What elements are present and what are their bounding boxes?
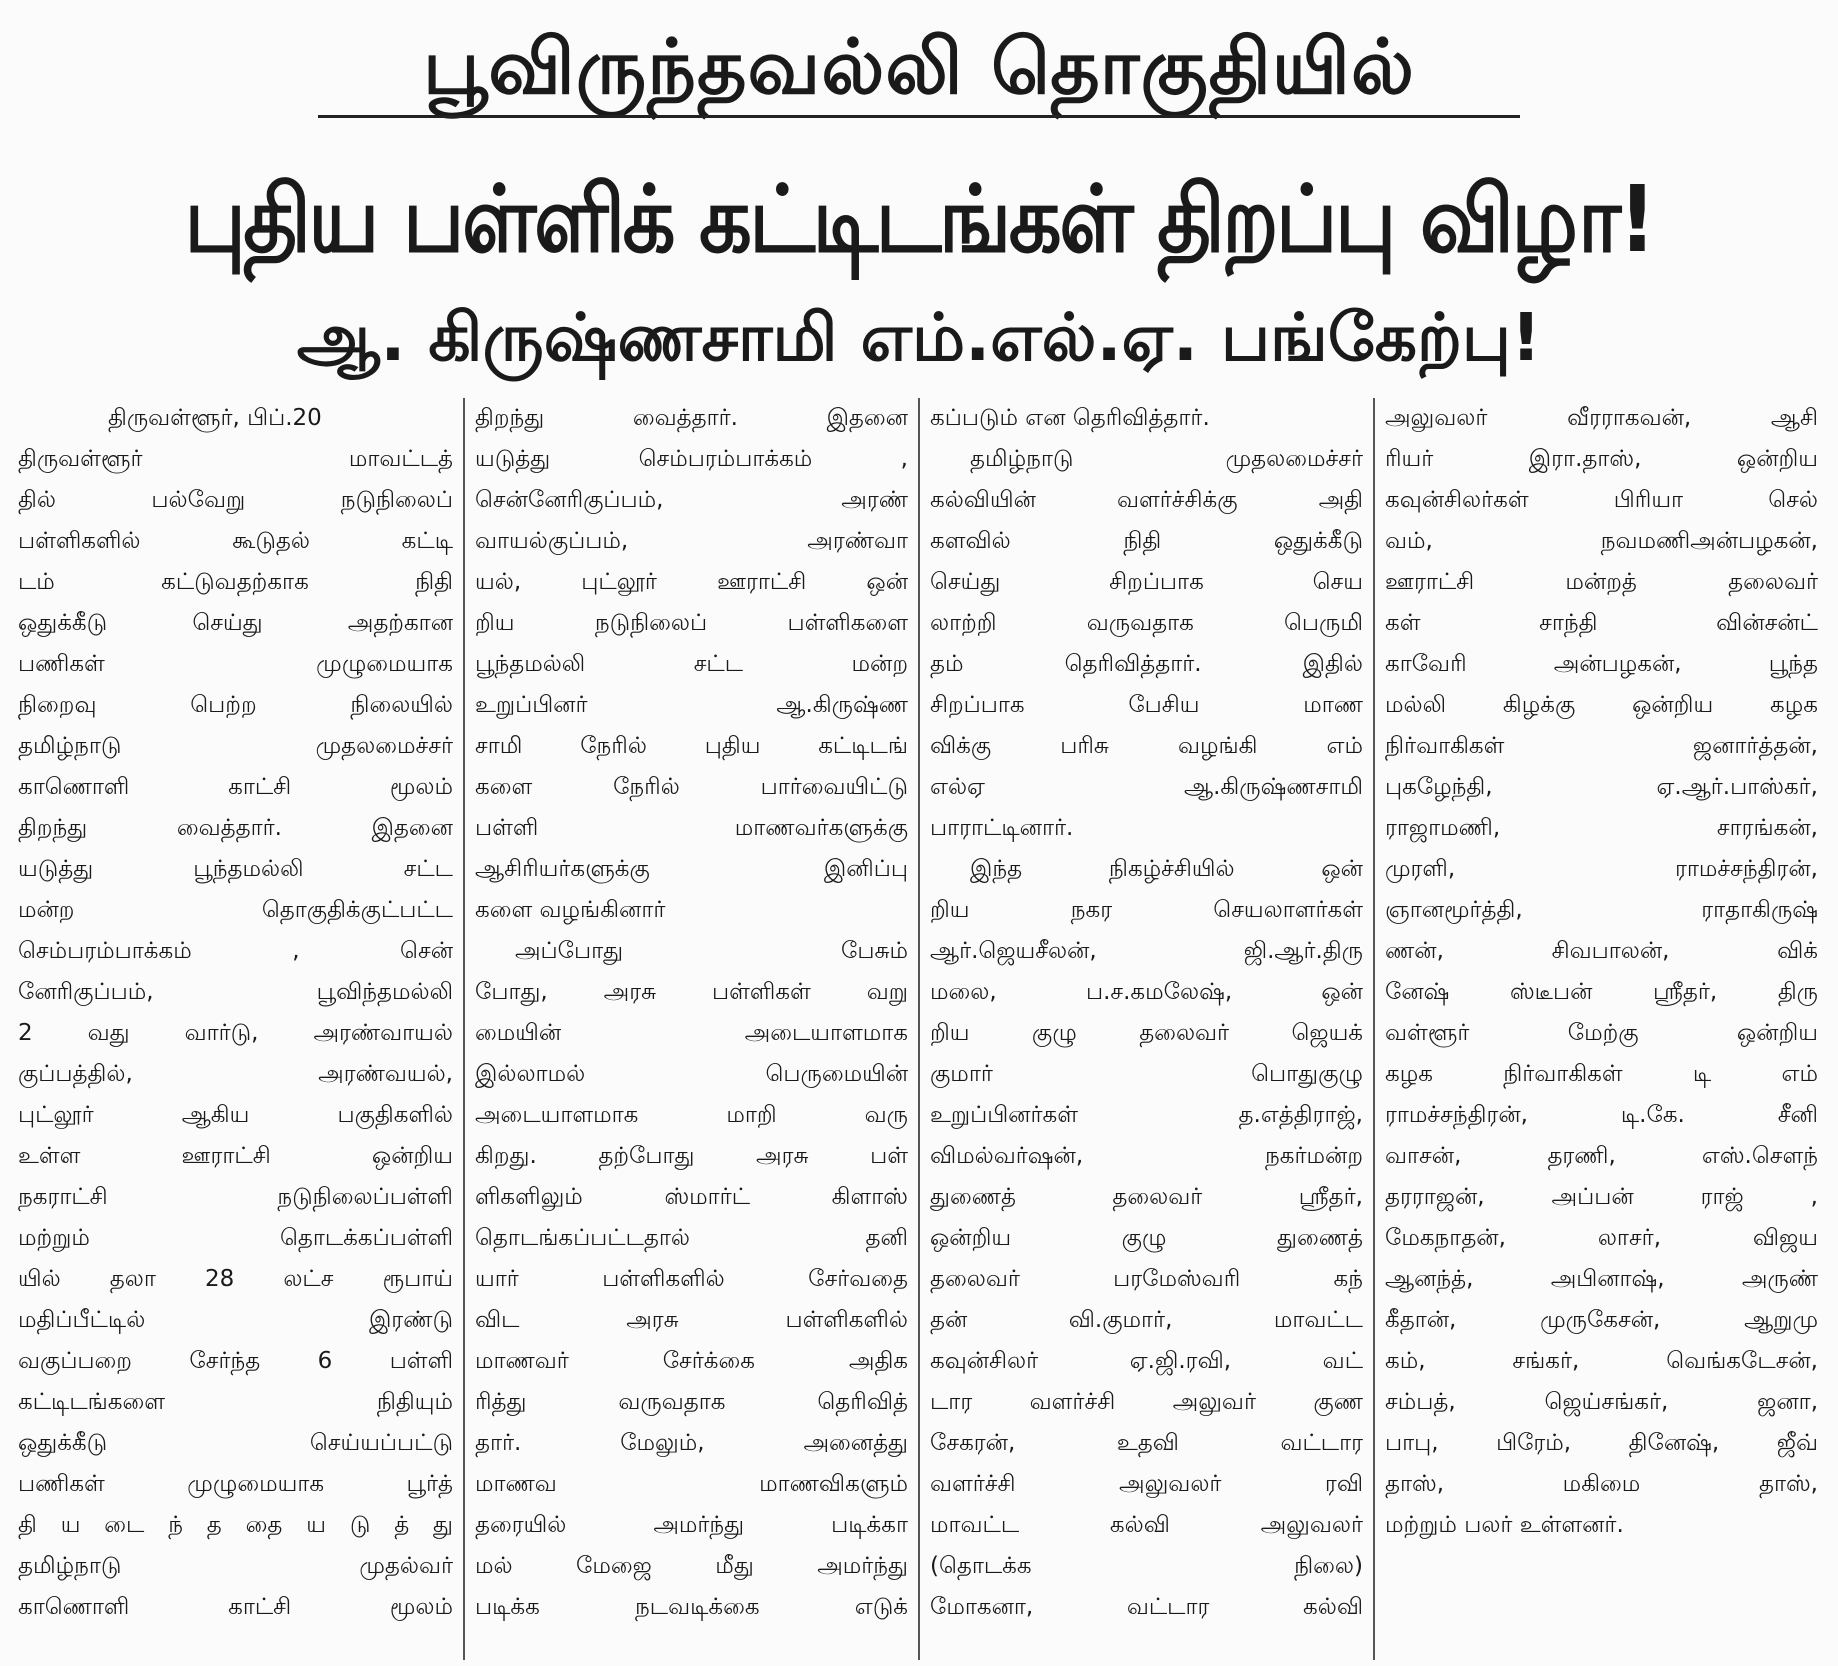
article-line: மல் மேஜை மீது அமர்ந்து [475,1553,908,1579]
article-line: (தொடக்க நிலை) [930,1553,1363,1579]
article-line: விட அரசு பள்ளிகளில் [475,1307,908,1333]
article-body [8,398,1830,1660]
article-line: அப்போது பேசும் [515,938,908,964]
article-line: பள்ளிகளில் கூடுதல் கட்டி [18,528,453,554]
article-line: யடுத்து பூந்தமல்லி சட்ட [18,856,453,882]
article-line: செம்பரம்பாக்கம் , சென் [18,938,453,964]
article-line: றிய நகர செயலாளர்கள் [930,897,1363,923]
article-line: ஞானமூர்த்தி, ராதாகிருஷ் [1385,897,1818,923]
article-line: ஆனந்த், அபினாஷ், அருண் [1385,1266,1818,1292]
article-line: தன் வி.குமார், மாவட்ட [930,1307,1363,1333]
article-line: ளிகளிலும் ஸ்மார்ட் கிளாஸ் [475,1184,908,1210]
article-line: கட்டிடங்களை நிதியும் [18,1389,453,1415]
article-line: லாற்றி வருவதாக பெருமி [930,610,1363,636]
article-line: பாராட்டினார். [930,815,1074,841]
article-line: திருவள்ளூர் மாவட்டத் [18,446,453,472]
article-line: வள்ளூர் மேற்கு ஒன்றிய [1385,1020,1818,1046]
article-line: ஒதுக்கீடு செய்யப்பட்டு [18,1430,453,1456]
article-line: தார். மேலும், அனைத்து [475,1430,908,1456]
article-line: கம், சங்கர், வெங்கடேசன், [1385,1348,1818,1374]
article-line: தொடங்கப்பட்டதால் தனி [475,1225,908,1251]
article-line: தரையில் அமர்ந்து படிக்கா [475,1512,908,1538]
article-line: திருவள்ளூர், பிப்.20 [108,405,322,431]
article-line: காணொளி காட்சி மூலம் [18,1594,453,1620]
article-line: குமார் பொதுகுழு [930,1061,1363,1087]
article-line: முரளி, ராமச்சந்திரன், [1385,856,1818,882]
article-line: ராமச்சந்திரன், டி.கே. சீனி [1385,1102,1818,1128]
article-line: படிக்க நடவடிக்கை எடுக் [475,1594,908,1620]
article-line: ரியர் இரா.தாஸ், ஒன்றிய [1385,446,1818,472]
article-line: ஒதுக்கீடு செய்து அதற்கான [18,610,453,636]
article-line: இல்லாமல் பெருமையின் [475,1061,908,1087]
article-line: மேகநாதன், லாசர், விஜய [1385,1225,1818,1251]
article-line: சாமி நேரில் புதிய கட்டிடங் [475,733,908,759]
article-line: கவுன்சிலர் ஏ.ஜி.ரவி, வட் [930,1348,1363,1374]
article-line: துணைத் தலைவர் ஸ்ரீதர், [930,1184,1363,1210]
article-column-1 [8,398,463,1660]
article-line: மற்றும் பலர் உள்ளனர். [1385,1512,1624,1538]
article-line: பணிகள் முழுமையாக பூர்த் [18,1471,453,1497]
article-line: ராஜாமணி, சாரங்கன், [1385,815,1818,841]
article-line: தி ய டை ந் த தை ய டு த் து [18,1512,453,1538]
article-line: தாஸ், மகிமை தாஸ், [1385,1471,1818,1497]
article-line: யார் பள்ளிகளில் சேர்வதை [475,1266,908,1292]
article-line: ஒன்றிய குழு துணைத் [930,1225,1363,1251]
article-line: யில் தலா 28 லட்ச ரூபாய் [18,1266,453,1292]
article-line: ரித்து வருவதாக தெரிவித் [475,1389,908,1415]
article-line: சென்னேரிகுப்பம், அரண் [475,487,908,513]
article-line: வாசன், தரணி, எஸ்.சௌந் [1385,1143,1818,1169]
article-line: ஊராட்சி மன்றத் தலைவர் [1385,569,1818,595]
kicker-underline [318,115,1520,118]
article-line: கப்படும் என தெரிவித்தார். [930,405,1210,431]
article-line: 2 வது வார்டு, அரண்வாயல் [18,1020,453,1046]
article-line: பள்ளி மாணவர்களுக்கு [475,815,908,841]
article-line: உள்ள ஊராட்சி ஒன்றிய [18,1143,453,1169]
article-line: வளர்ச்சி அலுவலர் ரவி [930,1471,1363,1497]
article-line: சேகரன், உதவி வட்டார [930,1430,1363,1456]
article-line: நிர்வாகிகள் ஜனார்த்தன், [1385,733,1818,759]
article-line: புகழேந்தி, ஏ.ஆர்.பாஸ்கர், [1385,774,1818,800]
article-line: கீதான், முருகேசன், ஆறுமு [1385,1307,1818,1333]
article-line: உறுப்பினர்கள் த.எத்திராஜ், [930,1102,1363,1128]
article-line: நகராட்சி நடுநிலைப்பள்ளி [18,1184,453,1210]
article-line: தமிழ்நாடு முதல்வர் [18,1553,453,1579]
article-line: டம் கட்டுவதற்காக நிதி [18,569,453,595]
article-line: தில் பல்வேறு நடுநிலைப் [18,487,453,513]
article-line: றிய குழு தலைவர் ஜெயக் [930,1020,1363,1046]
article-line: கிறது. தற்போது அரசு பள் [475,1143,908,1169]
article-line: டார வளர்ச்சி அலுவர் குண [930,1389,1363,1415]
article-line: ணன், சிவபாலன், விக் [1385,938,1818,964]
kicker-headline: பூவிருந்தவல்லி தொகுதியில் [423,22,1415,111]
article-line: வாயல்குப்பம், அரண்வா [475,528,908,554]
article-line: ஆசிரியர்களுக்கு இனிப்பு [475,856,908,882]
article-line: விக்கு பரிசு வழங்கி எம் [930,733,1363,759]
article-line: அடையாளமாக மாறி வரு [475,1102,908,1128]
article-line: னேரிகுப்பம், பூவிந்தமல்லி [18,979,453,1005]
article-line: பூந்தமல்லி சட்ட மன்ற [475,651,908,677]
article-line: கள் சாந்தி வின்சன்ட் [1385,610,1818,636]
article-line: திறந்து வைத்தார். இதனை [475,405,908,431]
article-line: சம்பத், ஜெய்சங்கர், ஜனா, [1385,1389,1818,1415]
article-line: காவேரி அன்பழகன், பூந்த [1385,651,1818,677]
article-line: புட்லூர் ஆகிய பகுதிகளில் [18,1102,453,1128]
article-line: சிறப்பாக பேசிய மாண [930,692,1363,718]
article-line: னேஷ் ஸ்டீபன் ஸ்ரீதர், திரு [1385,979,1818,1005]
article-line: களை வழங்கினார் [475,897,666,923]
article-line: தலைவர் பரமேஸ்வரி கந் [930,1266,1363,1292]
article-line: மதிப்பீட்டில் இரண்டு [18,1307,453,1333]
article-line: எல்ஏ ஆ.கிருஷ்ணசாமி [930,774,1363,800]
article-line: மையின் அடையாளமாக [475,1020,908,1046]
article-line: களை நேரில் பார்வையிட்டு [475,774,908,800]
article-line: தரராஜன், அப்பன் ராஜ் , [1385,1184,1818,1210]
article-line: நிறைவு பெற்ற நிலையில் [18,692,453,718]
article-line: குப்பத்தில், அரண்வயல், [18,1061,453,1087]
article-line: வகுப்பறை சேர்ந்த 6 பள்ளி [18,1348,453,1374]
article-line: மல்லி கிழக்கு ஒன்றிய கழக [1385,692,1818,718]
article-line: மற்றும் தொடக்கப்பள்ளி [18,1225,453,1251]
article-line: வம், நவமணிஅன்பழகன், [1385,528,1818,554]
article-line: செய்து சிறப்பாக செய [930,569,1363,595]
article-line: விமல்வர்ஷன், நகர்மன்ற [930,1143,1363,1169]
article-line: தம் தெரிவித்தார். இதில் [930,651,1363,677]
article-line: மாணவ மாணவிகளும் [475,1471,908,1497]
article-line: உறுப்பினர் ஆ.கிருஷ்ண [475,692,908,718]
article-line: அலுவலர் வீரராகவன், ஆசி [1385,405,1818,431]
article-line: ஆர்.ஜெயசீலன், ஜி.ஆர்.திரு [930,938,1363,964]
article-line: மாணவர் சேர்க்கை அதிக [475,1348,908,1374]
article-line: களவில் நிதி ஒதுக்கீடு [930,528,1363,554]
article-line: யடுத்து செம்பரம்பாக்கம் , [475,446,908,472]
article-line: மலை, ப.ச.கமலேஷ், ஒன் [930,979,1363,1005]
article-line: யல், புட்லூர் ஊராட்சி ஒன் [475,569,908,595]
article-column-2 [463,398,918,1660]
article-line: திறந்து வைத்தார். இதனை [18,815,453,841]
article-line: இந்த நிகழ்ச்சியில் ஒன் [970,856,1363,882]
article-line: தமிழ்நாடு முதலமைச்சர் [18,733,453,759]
article-line: றிய நடுநிலைப் பள்ளிகளை [475,610,908,636]
article-line: கவுன்சிலர்கள் பிரியா செல் [1385,487,1818,513]
article-line: பாபு, பிரேம், தினேஷ், ஜீவ் [1385,1430,1818,1456]
sub-headline: ஆ. கிருஷ்ணசாமி எம்.எல்.ஏ. பங்கேற்பு! [296,299,1542,376]
article-line: கல்வியின் வளர்ச்சிக்கு அதி [930,487,1363,513]
article-line: மோகனா, வட்டார கல்வி [930,1594,1363,1620]
article-line: தமிழ்நாடு முதலமைச்சர் [970,446,1363,472]
article-column-3 [918,398,1373,1660]
article-line: போது, அரசு பள்ளிகள் வறு [475,979,908,1005]
article-line: கழக நிர்வாகிகள் டி எம் [1385,1061,1818,1087]
article-line: பணிகள் முழுமையாக [18,651,453,677]
article-column-4 [1373,398,1828,1660]
article-line: மாவட்ட கல்வி அலுவலர் [930,1512,1363,1538]
article-line: காணொளி காட்சி மூலம் [18,774,453,800]
article-line: மன்ற தொகுதிக்குட்பட்ட [18,897,453,923]
main-headline: புதிய பள்ளிக் கட்டிடங்கள் திறப்பு விழா! [184,166,1654,273]
